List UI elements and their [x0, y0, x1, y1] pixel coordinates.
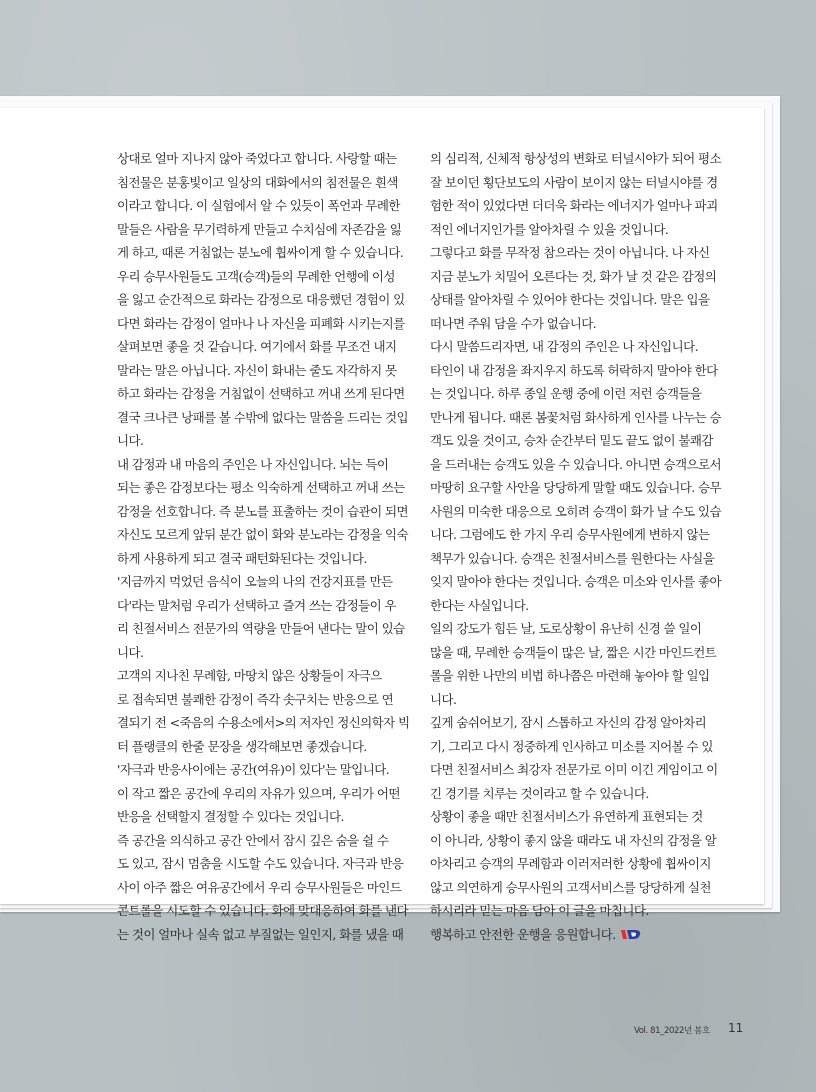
- text-line-content: 는 것이 얼마나 실속 없고 부질없는 일인지, 화를 냈을 때: [117, 926, 404, 942]
- text-line: [117, 852, 404, 876]
- text-line-content: 결되기 전 <죽음의 수용소에서>의 저자인 정신의학자 빅: [117, 715, 410, 730]
- text-line: [430, 735, 729, 759]
- text-line: [430, 617, 729, 641]
- text-line-content: 우리 승무사원들도 고객(승객)들의 무례한 언행에 이성: [117, 268, 395, 284]
- text-line: [117, 500, 408, 524]
- text-line-content: 행복하고 안전한 운행을 응원합니다.: [430, 926, 616, 942]
- text-line-content: 다'라는 말처럼 우리가 선택하고 즐겨 쓰는 감정들이 우: [117, 597, 396, 613]
- text-line: [430, 359, 729, 383]
- text-line: [430, 312, 729, 336]
- text-line: [430, 641, 729, 665]
- text-line: [430, 758, 729, 782]
- text-line: [430, 782, 729, 806]
- text-line-content: 험한 적이 있었다면 더더욱 화라는 에너지가 얼마나 파괴: [430, 198, 718, 213]
- text-line-content: 상대로 얼마 지나지 않아 죽었다고 합니다. 사랑할 때는: [117, 151, 397, 166]
- text-line-content: 기, 그리고 다시 정중하게 인사하고 미소를 지어볼 수 있: [430, 738, 713, 754]
- text-line-content: 로 접속되면 불쾌한 감정이 즉각 솟구치는 반응으로 연: [117, 691, 394, 707]
- text-line: [430, 688, 729, 712]
- text-line-content: 이 작고 짧은 공간에 우리의 자유가 있으며, 우리가 어떤: [117, 785, 400, 801]
- text-line: [117, 805, 404, 829]
- text-line-content: 다면 화라는 감정이 얼마나 나 자신을 피폐화 시키는지를: [117, 315, 405, 331]
- text-line-content: 감정을 선호합니다. 즉 분노를 표출하는 것이 습관이 되면: [117, 503, 408, 519]
- text-line-content: 니다.: [117, 644, 144, 660]
- text-line-content: 사원의 미숙한 대응으로 오히려 승객이 화가 날 수도 있습: [430, 503, 721, 519]
- text-line: [430, 453, 729, 477]
- article-right-column: [430, 147, 729, 946]
- page-footer: [622, 1022, 742, 1036]
- text-line-content: 콘트롤을 시도할 수 있습니다. 화에 맞대응하여 화를 낸다: [117, 903, 408, 918]
- text-line: [117, 359, 404, 383]
- text-line: [117, 406, 408, 430]
- text-line: [117, 617, 404, 641]
- text-line: [117, 453, 404, 477]
- text-line: [430, 382, 729, 406]
- text-line: [430, 664, 729, 688]
- text-line-content: 고객의 지나친 무례함, 마땅치 않은 상황들이 자극으: [117, 668, 382, 683]
- issue-label: Vol. 81_2022년 봄호: [634, 1026, 710, 1036]
- text-line-content: 니다. 그럼에도 한 가지 우리 승무사원에게 변하지 않는: [430, 527, 710, 542]
- text-line-content: 니다.: [117, 433, 144, 448]
- text-line: [117, 594, 404, 618]
- text-line: [117, 688, 404, 712]
- text-line: [117, 288, 404, 312]
- text-line: [430, 923, 729, 947]
- text-line: [117, 265, 404, 289]
- text-line-content: 터 플랭클의 한줄 문장을 생각해보면 좋겠습니다.: [117, 738, 367, 754]
- text-line: [117, 335, 404, 359]
- text-line: [430, 288, 729, 312]
- text-line: [430, 570, 729, 594]
- text-line-content: 니다.: [430, 691, 457, 707]
- text-line-content: 책무가 있습니다. 승객은 친절서비스를 원한다는 사실을: [430, 550, 715, 566]
- text-line-content: 하고 화라는 감정을 거침없이 선택하고 꺼내 쓰게 된다면: [117, 386, 405, 401]
- text-line-content: 게 하고, 때론 거침없는 분노에 휩싸이게 할 수 있습니다.: [117, 245, 404, 260]
- text-line-content: 말들은 사람을 무기력하게 만들고 수치심에 자존감을 잃: [117, 221, 402, 237]
- text-line: [430, 829, 729, 853]
- text-line-content: 많을 때, 무례한 승객들이 많은 날, 짧은 시간 마인드컨트: [430, 644, 717, 660]
- text-line: [117, 523, 408, 547]
- text-line: [430, 711, 729, 735]
- text-line: [117, 876, 404, 900]
- logo-icon: [621, 929, 641, 940]
- text-line: [117, 570, 404, 594]
- text-line-content: 잘 보이던 횡단보도의 사람이 보이지 않는 터널시야를 경: [430, 174, 718, 190]
- text-line: [430, 547, 729, 571]
- text-line-content: 결국 크나큰 낭패를 볼 수밖에 없다는 말씀을 드리는 것입: [117, 409, 408, 425]
- text-line-content: 이라고 합니다. 이 실험에서 알 수 있듯이 폭언과 무례한: [117, 198, 400, 213]
- text-line: [117, 194, 404, 218]
- text-line: [117, 829, 404, 853]
- text-line-content: 일의 강도가 힘든 날, 도로상황이 유난히 신경 쓸 일이: [430, 621, 702, 636]
- text-line-content: 되는 좋은 감정보다는 평소 익숙하게 선택하고 꺼내 쓰는: [117, 480, 405, 495]
- text-line-content: 잊지 말아야 한다는 것입니다. 승객은 미소와 인사를 좋아: [430, 574, 721, 589]
- text-line: [117, 171, 404, 195]
- text-line: [430, 500, 729, 524]
- text-line: [117, 641, 404, 665]
- text-line: [430, 594, 729, 618]
- text-line-content: 지금 분노가 치밀어 오른다는 것, 화가 날 것 같은 감정의: [430, 268, 717, 284]
- text-line-content: 리 친절서비스 전문가의 역량을 만들어 낸다는 말이 있습: [117, 621, 405, 636]
- text-line: [117, 312, 404, 336]
- text-line-content: 않고 의연하게 승무사원의 고객서비스를 당당하게 실천: [430, 879, 711, 895]
- text-line-content: 만나게 됩니다. 때론 봄꽃처럼 화사하게 인사를 나누는 승: [430, 409, 721, 425]
- text-line: [117, 241, 404, 265]
- text-line: [117, 476, 404, 500]
- text-line: [117, 382, 404, 406]
- text-line: [117, 782, 404, 806]
- text-line: [117, 711, 410, 735]
- text-line-content: 긴 경기를 치루는 것이라고 할 수 있습니다.: [430, 785, 649, 801]
- text-line-content: 하게 사용하게 되고 결국 패턴화된다는 것입니다.: [117, 550, 367, 566]
- text-line-content: 한다는 사실입니다.: [430, 597, 529, 613]
- text-line: [117, 547, 404, 571]
- text-line-content: 객도 있을 것이고, 승차 순간부터 밑도 끝도 없이 불쾌감: [430, 433, 713, 448]
- text-line-content: 하시리라 믿는 마음 담아 이 글을 마칩니다.: [430, 903, 649, 918]
- text-line: [117, 899, 408, 923]
- text-line-content: 깊게 숨쉬어보기, 잠시 스톱하고 자신의 감정 알아차리: [430, 715, 707, 730]
- text-line-content: 사이 아주 짧은 여유공간에서 우리 승무사원들은 마인드: [117, 879, 402, 895]
- text-line-content: 말라는 말은 아닙니다. 자신이 화내는 줄도 자각하지 못: [117, 362, 397, 378]
- text-line-content: 다면 친절서비스 최강자 전문가로 이미 이긴 게임이고 이: [430, 762, 718, 777]
- text-line: [117, 218, 404, 242]
- text-line: [430, 194, 729, 218]
- text-line: [430, 899, 729, 923]
- text-line-content: 롤을 위한 나만의 비법 하나쯤은 마련해 놓아야 할 일입: [430, 668, 710, 683]
- text-line: [430, 523, 729, 547]
- text-line-content: 아차리고 승객의 무례함과 이러저러한 상황에 휩싸이지: [430, 856, 711, 871]
- text-line-content: 내 감정과 내 마음의 주인은 나 자신입니다. 뇌는 득이: [117, 456, 389, 472]
- text-line-content: 살펴보면 좋을 것 같습니다. 여기에서 화를 무조건 내지: [117, 339, 397, 354]
- article-left-column: [117, 147, 410, 946]
- text-line-content: 떠나면 주워 담을 수가 없습니다.: [430, 315, 597, 331]
- text-line: [430, 876, 729, 900]
- text-line: [117, 664, 404, 688]
- text-line: [117, 758, 404, 782]
- text-line-content: 반응을 선택할지 결정할 수 있다는 것입니다.: [117, 809, 344, 824]
- text-line-content: 즉 공간을 의식하고 공간 안에서 잠시 깊은 숨을 쉴 수: [117, 832, 389, 848]
- text-line-content: 다시 말씀드리자면, 내 감정의 주인은 나 자신입니다.: [430, 339, 698, 354]
- text-line: [117, 923, 404, 947]
- text-line: [117, 735, 404, 759]
- text-line-content: 도 있고, 잠시 멈춤을 시도할 수도 있습니다. 자극과 반응: [117, 856, 404, 871]
- text-line: [430, 805, 729, 829]
- text-line-content: 자신도 모르게 앞뒤 분간 없이 화와 분노라는 감정을 익숙: [117, 527, 408, 542]
- text-line-content: '자극과 반응사이에는 공간(여유)이 있다'는 말입니다.: [117, 762, 390, 777]
- text-line: [117, 429, 404, 453]
- page-number: 11: [728, 1021, 744, 1035]
- text-line: [117, 147, 404, 171]
- text-line-content: 는 것입니다. 하루 종일 운행 중에 이런 저런 승객들을: [430, 386, 702, 401]
- text-line-content: 적인 에너지인가를 알아차릴 수 있을 것입니다.: [430, 221, 669, 237]
- text-line-content: 이 아니라, 상황이 좋지 않을 때라도 내 자신의 감정을 알: [430, 832, 717, 848]
- text-line: [430, 147, 729, 171]
- text-line: [430, 265, 729, 289]
- text-line-content: 타인이 내 감정을 좌지우지 하도록 허락하지 말아야 한다: [430, 362, 718, 378]
- text-line-content: 침전물은 분홍빛이고 일상의 대화에서의 침전물은 흰색: [117, 174, 398, 190]
- text-line: [430, 406, 729, 430]
- text-line: [430, 171, 729, 195]
- text-line-content: 상태를 알아차릴 수 있어야 한다는 것입니다. 말은 입을: [430, 292, 710, 307]
- text-line-content: 을 드러내는 승객도 있을 수 있습니다. 아니면 승객으로서: [430, 456, 721, 472]
- text-line: [430, 429, 729, 453]
- text-line-content: 그렇다고 화를 무작정 참으라는 것이 아닙니다. 나 자신: [430, 245, 710, 260]
- text-line: [430, 335, 729, 359]
- text-line-content: 마땅히 요구할 사안을 당당하게 말할 때도 있습니다. 승무: [430, 480, 721, 495]
- text-line-content: '지금까지 먹었던 음식이 오늘의 나의 건강지표를 만든: [117, 574, 393, 589]
- text-line: [430, 476, 729, 500]
- text-line-content: 의 심리적, 신체적 항상성의 변화로 터널시야가 되어 평소: [430, 151, 721, 166]
- text-line: [430, 218, 729, 242]
- text-line: [430, 241, 729, 265]
- text-line-content: 을 잃고 순간적으로 화라는 감정으로 대응했던 경험이 있: [117, 292, 405, 307]
- text-line-content: 상황이 좋을 때만 친절서비스가 유연하게 표현되는 것: [430, 809, 703, 824]
- text-line: [430, 852, 729, 876]
